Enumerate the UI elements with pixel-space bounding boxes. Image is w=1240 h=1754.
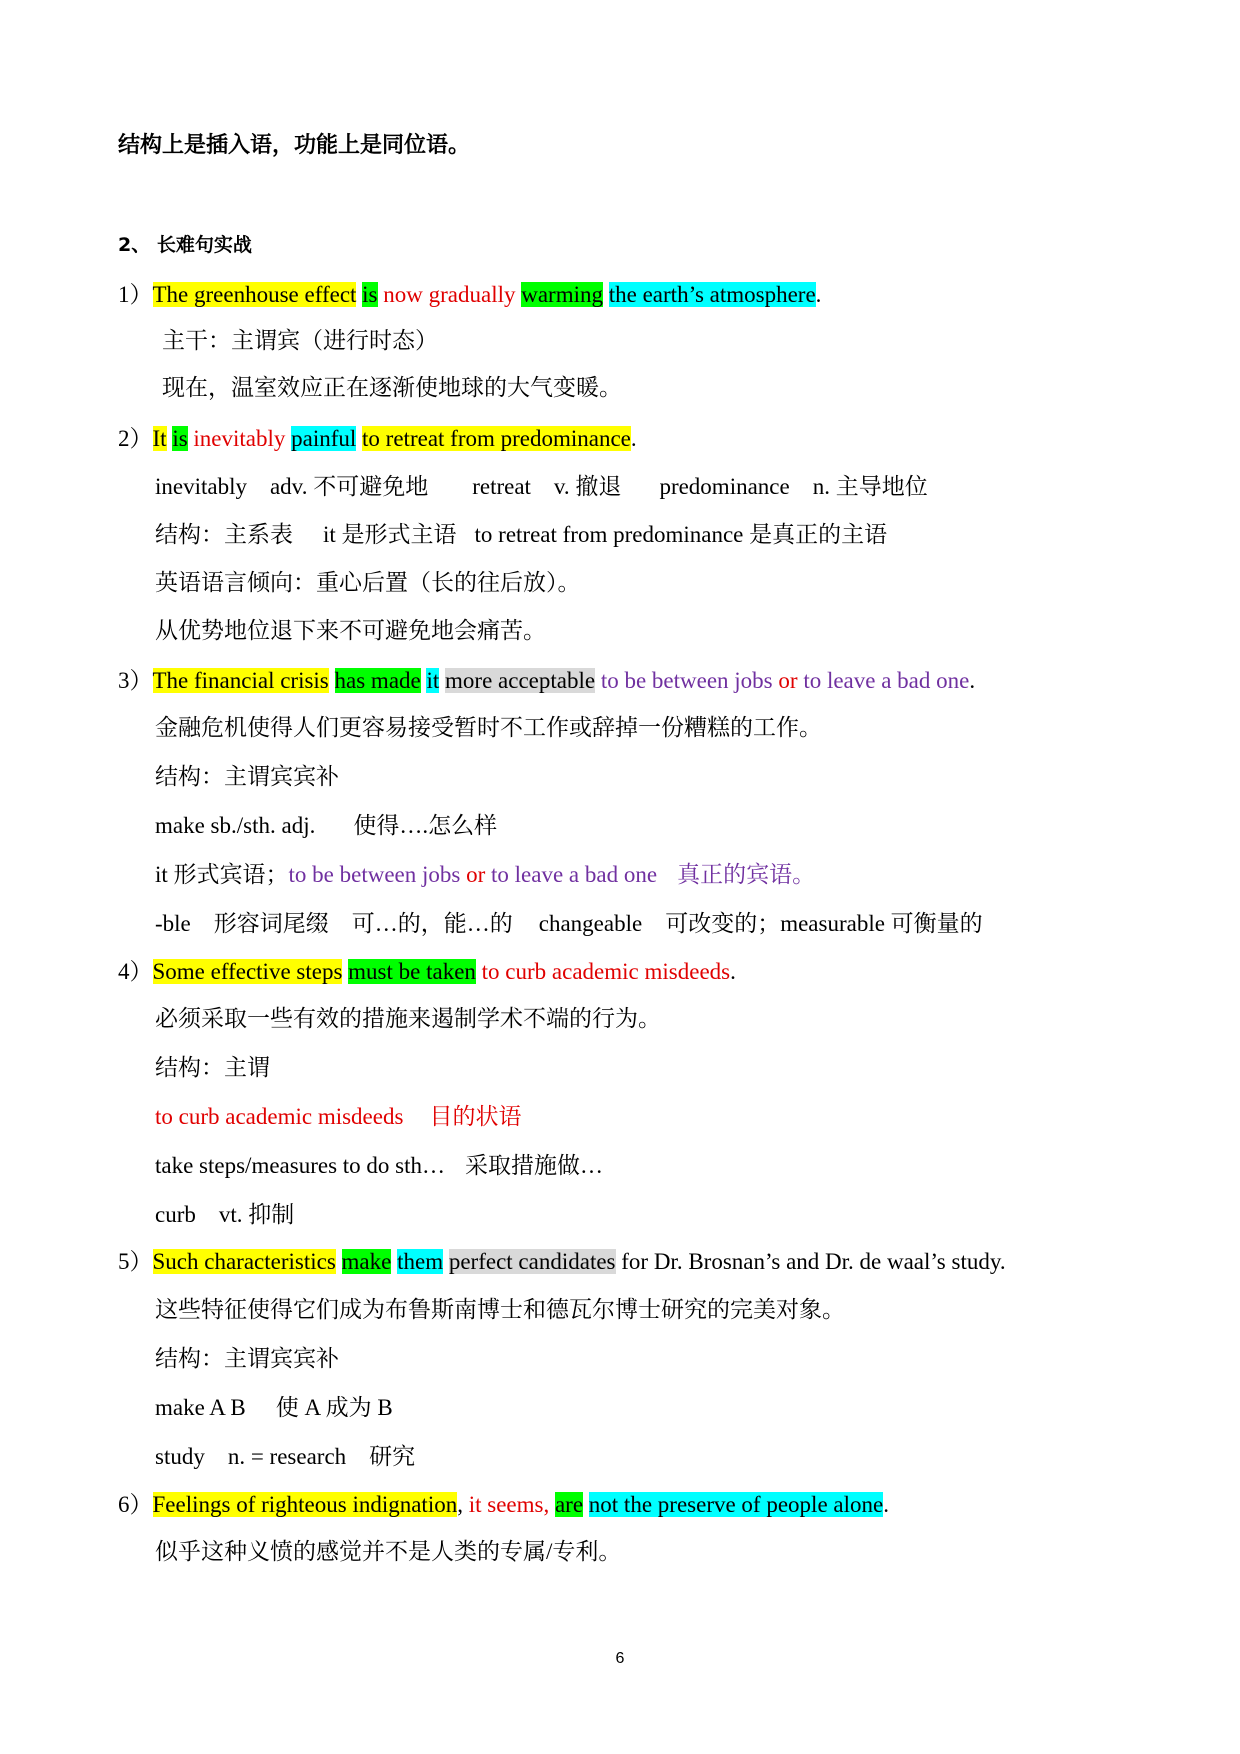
verb: has made xyxy=(334,668,421,693)
s4-translation: 必须采取一些有效的措施来遏制学术不端的行为。 xyxy=(155,1006,661,1031)
s3-it-note xyxy=(155,860,815,890)
sentence-number: 4） xyxy=(118,959,153,984)
subject: The financial crisis xyxy=(152,668,329,693)
subject: Feelings of righteous indignation xyxy=(152,1492,458,1517)
conjunction: or xyxy=(466,862,486,887)
subject: Some effective steps xyxy=(152,959,343,984)
s3-suffix-note xyxy=(155,909,983,939)
adverbial-label: 目的状语 xyxy=(429,1104,522,1129)
s5-translation: 这些特征使得它们成为布鲁斯南博士和德瓦尔博士研究的完美对象。 xyxy=(155,1297,845,1322)
pattern: make A B xyxy=(155,1395,246,1420)
sentence-5 xyxy=(118,1247,1006,1277)
s1-structure-note: 主干：主谓宾（进行时态） xyxy=(162,328,438,353)
adverbial: inevitably xyxy=(193,426,286,451)
s4-adverbial-note xyxy=(155,1102,521,1132)
object-complement: perfect candidates xyxy=(448,1249,616,1274)
s5-vocab: study n. = research 研究 xyxy=(155,1444,416,1469)
pattern-meaning: 使得….怎么样 xyxy=(353,813,498,838)
punctuation: . xyxy=(969,668,976,693)
real-object-label: 真正的宾语。 xyxy=(677,862,816,887)
punctuation: . xyxy=(815,282,822,307)
parenthetical: it seems, xyxy=(468,1492,550,1517)
sentence-4 xyxy=(118,957,736,987)
vocab-inevitably: inevitably adv. 不可避免地 xyxy=(155,474,429,499)
formal-object-label: it 形式宾语； xyxy=(155,862,289,887)
s6-translation: 似乎这种义愤的感觉并不是人类的专属/专利。 xyxy=(155,1539,622,1564)
object: them xyxy=(397,1249,444,1274)
s5-make-note xyxy=(155,1393,393,1423)
adverbial: now gradually xyxy=(383,282,516,307)
real-object-1: to be between jobs xyxy=(600,668,773,693)
adverbial-phrase: to curb academic misdeeds xyxy=(155,1104,404,1129)
s4-structure-note: 结构：主谓 xyxy=(155,1055,270,1080)
prepositional-phrase: for Dr. Brosnan’s and Dr. de waal’s study. xyxy=(621,1249,1006,1274)
real-object-1: to be between jobs xyxy=(288,862,461,887)
s1-translation: 现在，温室效应正在逐渐使地球的大气变暖。 xyxy=(162,375,622,400)
s4-phrase-note xyxy=(155,1151,603,1181)
intro-heading: 结构上是插入语，功能上是同位语。 xyxy=(118,133,471,158)
formal-subject-note: it 是形式主语 xyxy=(323,522,457,547)
sentence-3 xyxy=(118,666,975,696)
real-object-2: to leave a bad one xyxy=(491,862,658,887)
suffix-examples: changeable 可改变的；measurable 可衡量的 xyxy=(538,911,983,936)
verb: is xyxy=(362,282,378,307)
s3-make-note xyxy=(155,811,497,841)
real-subject-note: to retreat from predominance 是真正的主语 xyxy=(474,522,888,547)
pattern-meaning: 使 A 成为 B xyxy=(275,1395,393,1420)
purpose-adverbial: to curb academic misdeeds xyxy=(481,959,731,984)
verb: make xyxy=(341,1249,392,1274)
pattern: make sb./sth. adj. xyxy=(155,813,316,838)
s2-tendency-note: 英语语言倾向：重心后置（长的往后放）。 xyxy=(155,570,581,595)
verb: warming xyxy=(521,282,603,307)
subject: The greenhouse effect xyxy=(152,282,357,307)
phrase: take steps/measures to do sth… xyxy=(155,1153,446,1178)
sentence-number: 3） xyxy=(118,668,153,693)
punctuation: , xyxy=(457,1492,463,1517)
sentence-6 xyxy=(118,1490,889,1520)
page-number: 6 xyxy=(615,1650,625,1667)
predicative: not the preserve of people alone xyxy=(588,1492,884,1517)
suffix-explanation: -ble 形容词尾缀 可…的，能…的 xyxy=(155,911,513,936)
s2-vocab xyxy=(155,472,928,502)
object: the earth’s atmosphere xyxy=(608,282,816,307)
verb: must be taken xyxy=(348,959,476,984)
sentence-number: 5） xyxy=(118,1249,153,1274)
s2-translation: 从优势地位退下来不可避免地会痛苦。 xyxy=(155,618,546,643)
subject: It xyxy=(152,426,167,451)
s3-translation: 金融危机使得人们更容易接受暂时不工作或辞掉一份糟糕的工作。 xyxy=(155,715,822,740)
vocab-retreat: retreat v. 撤退 xyxy=(472,474,622,499)
s3-structure-note: 结构：主谓宾宾补 xyxy=(155,764,339,789)
punctuation: . xyxy=(883,1492,889,1517)
structure-label: 结构：主系表 xyxy=(155,522,293,547)
s2-structure-note xyxy=(155,520,887,550)
subject: Such characteristics xyxy=(152,1249,336,1274)
verb: is xyxy=(172,426,188,451)
vocab-predominance: predominance n. 主导地位 xyxy=(659,474,928,499)
sentence-number: 1） xyxy=(118,282,153,307)
sentence-number: 6） xyxy=(118,1492,153,1517)
conjunction: or xyxy=(778,668,798,693)
object-complement: more acceptable xyxy=(445,668,596,693)
sentence-number: 2） xyxy=(118,426,153,451)
punctuation: . xyxy=(730,959,736,984)
predicative: painful xyxy=(291,426,357,451)
section-title: 2、 长难句实战 xyxy=(118,234,252,256)
s5-structure-note: 结构：主谓宾宾补 xyxy=(155,1346,339,1371)
real-object-2: to leave a bad one xyxy=(803,668,970,693)
sentence-2 xyxy=(118,424,637,454)
phrase-meaning: 采取措施做… xyxy=(465,1153,604,1178)
formal-object: it xyxy=(426,668,440,693)
verb: are xyxy=(554,1492,584,1517)
s4-vocab: curb vt. 抑制 xyxy=(155,1202,295,1227)
real-subject: to retreat from predominance xyxy=(362,426,631,451)
punctuation: . xyxy=(630,426,637,451)
sentence-1 xyxy=(118,280,821,310)
